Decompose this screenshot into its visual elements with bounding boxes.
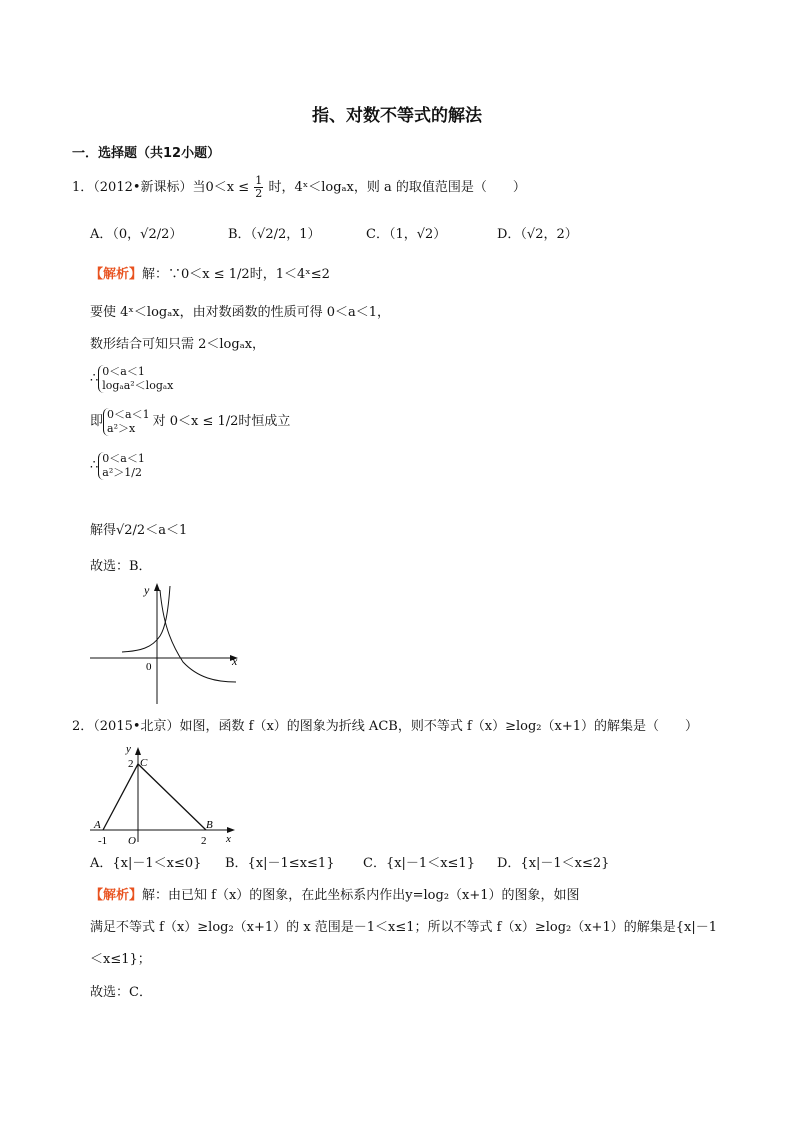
q1-sys3-row1: 0＜a＜1 [102,452,145,465]
q1-sys1-row1: 0＜a＜1 [102,365,145,378]
q1-option-a: A．（0，√2/2） [90,227,183,242]
q1-option-c: C．（1，√2） [366,227,447,242]
q1-stem-suffix: 时，4ˣ＜logₐx，则 a 的取值范围是（ ） [268,180,526,196]
q2-answer: 故选：C． [90,985,152,1000]
q1-system-2-brace [103,408,150,436]
q1-frac-num: 1 [255,174,263,187]
q1-system-3-brace [98,452,145,480]
q1-sys2-row2: a²＞x [107,421,136,435]
q2-y-label: y [126,743,131,755]
q2-tick-y2: 2 [128,758,134,770]
q1-analysis-line1 [90,268,330,281]
q2-polyline-acb [103,764,206,830]
q1-analysis-line2: 要使 4ˣ＜logₐx，由对数函数的性质可得 0＜a＜1， [90,305,390,320]
q2-option-c: C．{x|－1＜x≤1} [363,856,475,871]
page-title: 指、对数不等式的解法 [312,106,482,126]
q2-origin-label: O [128,835,136,847]
q1-solve-line: 解得√2/2＜a＜1 [90,523,188,538]
q1-log-curve [160,590,236,682]
q1-option-b: B．（√2/2，1） [228,227,321,242]
q1-system-3 [90,452,145,480]
therefore-symbol: ∴ [90,371,99,387]
q2-option-d: D．{x|－1＜x≤2} [497,856,610,871]
q1-sys2-suffix: 对 0＜x ≤ 1/2时恒成立 [152,414,291,430]
q2-tick-x2: 2 [201,835,207,847]
q1-y-label: y [144,583,150,597]
q2-y-arrow [135,747,141,755]
q2-graph-figure [88,738,248,848]
q2-tick-xm1: -1 [98,835,108,847]
q1-x-label: x [232,654,238,668]
q1-system-2 [90,408,290,436]
section-heading: 一．选择题（共12小题） [72,146,221,161]
q1-system-1 [90,365,173,393]
q1-graph-figure [88,578,248,706]
q1-sys2-row1: 0＜a＜1 [107,408,150,421]
q1-analysis-line3: 数形结合可知只需 2＜logₐx， [90,337,266,352]
q2-point-a: A [94,819,101,831]
q1-stem-fraction [254,175,263,200]
q1-sys3-row2: a²＞1/2 [102,465,142,479]
q2-stem: 2．（2015•北京）如图，函数 f（x）的图象为折线 ACB，则不等式 f（x）≥log₂（x+1）的解集是（ ） [72,719,698,734]
ji-label: 即 [90,414,104,430]
q2-analysis-line1 [90,889,580,902]
q2-analysis-line3: ＜x≤1}； [90,952,151,967]
q1-y-arrow [154,583,160,591]
q2-x-label: x [226,833,231,845]
q2-point-b: B [206,819,213,831]
q2-analysis-line2: 满足不等式 f（x）≥log₂（x+1）的 x 范围是－1＜x≤1；所以不等式 f（x）≥log₂（x+1）的解集是{x|－1 [90,920,717,935]
q2-point-c: C [140,757,148,769]
q1-analysis-tag: 【解析】 [90,267,143,282]
q1-option-d: D．（√2，2） [497,227,578,242]
q1-origin-label: 0 [146,661,152,673]
q1-sys1-row2: logₐa²＜logₐx [102,378,174,392]
q2-option-b: B．{x|－1≤x≤1} [225,856,335,871]
q2-analysis-tag: 【解析】 [90,888,143,903]
q1-answer: 故选：B． [90,559,152,574]
q1-stem [72,175,526,200]
q1-stem-prefix: 1．（2012•新课标）当0＜x ≤ [72,180,250,196]
therefore-symbol-2: ∴ [90,458,99,474]
q2-line1-text: 解：由已知 f（x）的图象，在此坐标系内作出y=log₂（x+1）的图象，如图 [142,888,580,903]
q1-line1-text: 解：∵0＜x ≤ 1/2时，1＜4ˣ≤2 [142,267,330,282]
q1-system-1-brace [98,365,173,393]
q1-frac-den: 2 [255,187,263,201]
q2-option-a: A．{x|－1＜x≤0} [90,856,202,871]
